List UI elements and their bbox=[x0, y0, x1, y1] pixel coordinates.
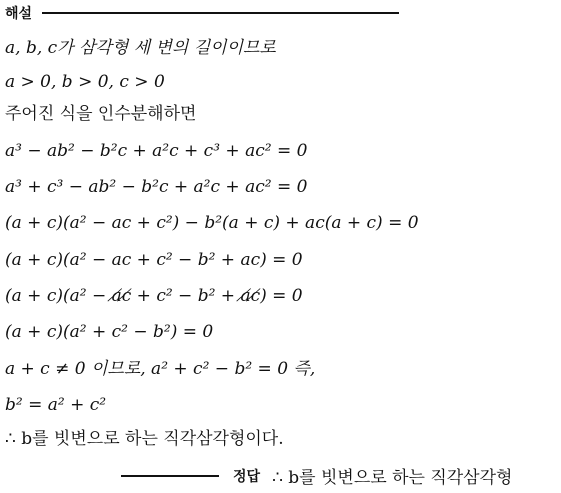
solution-line-1: a, b, c가 삼각형 세 변의 길이이므로 bbox=[5, 38, 276, 58]
answer-label: 정답 bbox=[233, 468, 261, 485]
solution-line-11: b² = a² + c² bbox=[5, 395, 107, 415]
solution-line-4: a³ − ab² − b²c + a²c + c³ + ac² = 0 bbox=[5, 141, 308, 161]
answer-divider bbox=[121, 475, 219, 477]
solution-line-3: 주어진 식을 인수분해하면 bbox=[5, 104, 197, 124]
solution-line-6: (a + c)(a² − ac + c²) − b²(a + c) + ac(a + c) = 0 bbox=[5, 213, 419, 233]
solution-line-8: (a + c)(a² − a̸c̸ + c² − b² + a̸c̸) = 0 bbox=[5, 286, 303, 306]
header-divider bbox=[42, 12, 399, 14]
solution-line-2: a > 0, b > 0, c > 0 bbox=[5, 72, 165, 92]
solution-header bbox=[5, 3, 399, 23]
solution-line-12: ∴ b를 빗변으로 하는 직각삼각형이다. bbox=[5, 429, 284, 449]
solution-line-7: (a + c)(a² − ac + c² − b² + ac) = 0 bbox=[5, 250, 303, 270]
solution-title: 해설 bbox=[5, 6, 33, 22]
solution-line-5: a³ + c³ − ab² − b²c + a²c + ac² = 0 bbox=[5, 177, 308, 197]
answer-text: ∴ b를 빗변으로 하는 직각삼각형 bbox=[272, 468, 513, 488]
solution-line-9: (a + c)(a² + c² − b²) = 0 bbox=[5, 322, 214, 342]
solution-line-10: a + c ≠ 0 이므로, a² + c² − b² = 0 즉, bbox=[5, 359, 316, 379]
answer-row bbox=[121, 463, 512, 488]
